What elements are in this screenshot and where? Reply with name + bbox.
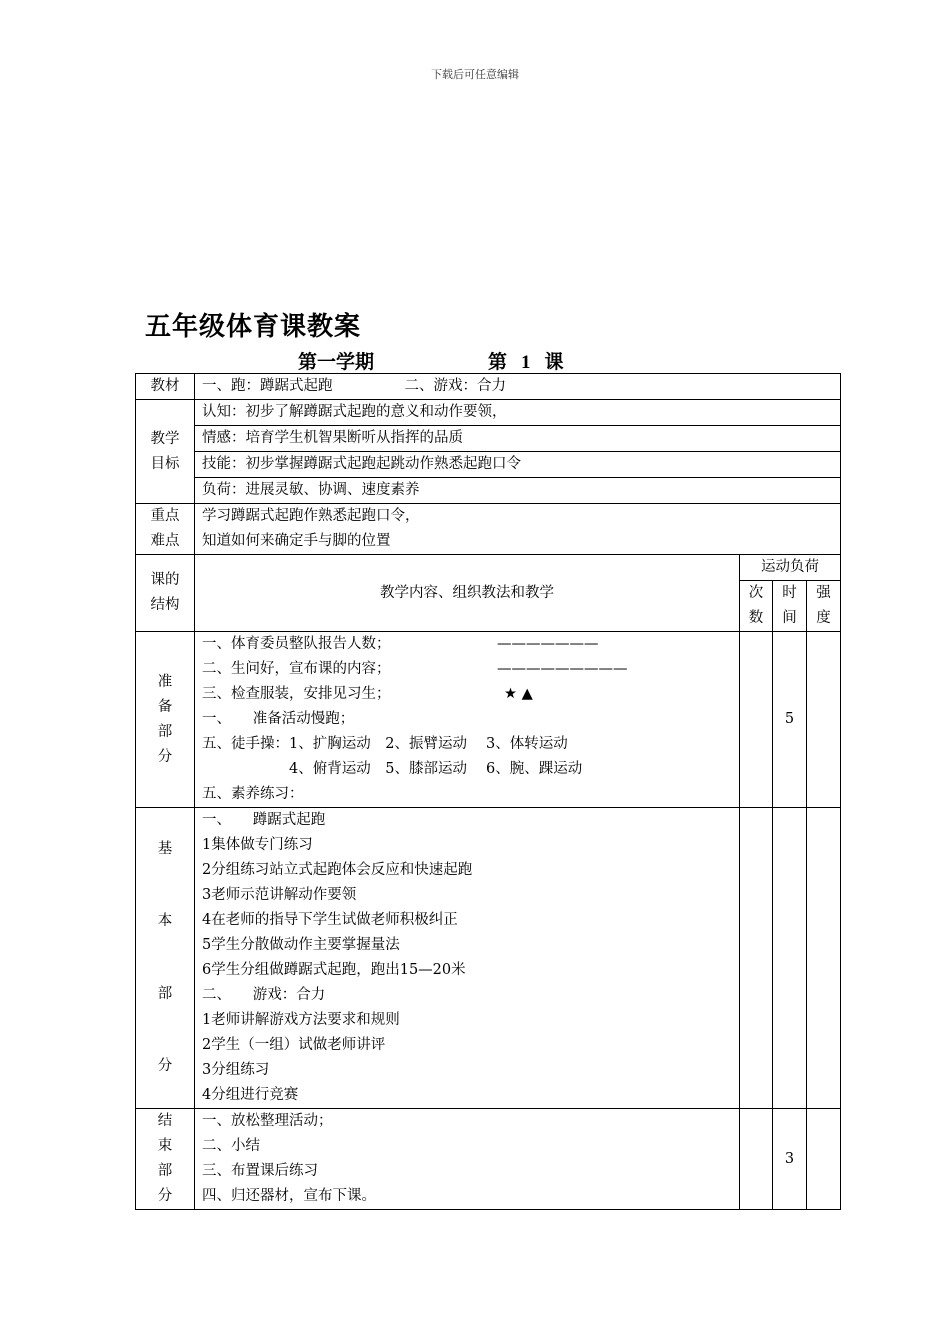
key-points-content xyxy=(195,504,841,555)
goals-label xyxy=(136,400,195,504)
count-header xyxy=(740,581,773,632)
list-item: 6学生分组做蹲踞式起跑，跑出15—20米 xyxy=(202,962,466,978)
goals-label-line-2: 目标 xyxy=(150,455,180,472)
ending-label-char: 结 xyxy=(157,1113,173,1129)
key-points-row xyxy=(136,504,841,555)
ending-row xyxy=(136,1109,841,1210)
basic-label-char: 分 xyxy=(157,1058,173,1075)
structure-label-line-1: 课的 xyxy=(150,572,180,588)
list-item: 一、放松整理活动； xyxy=(202,1113,333,1129)
basic-content xyxy=(195,808,740,1109)
list-item: 二、小结 xyxy=(202,1138,260,1154)
structure-header-row xyxy=(136,555,841,581)
formation-symbols: ★ ▲ xyxy=(504,686,533,702)
list-item: 4分组进行竞赛 xyxy=(202,1087,299,1103)
basic-row xyxy=(136,808,841,1109)
formation-line-1: ——————— xyxy=(497,636,599,652)
basic-intensity xyxy=(807,808,841,1109)
list-item xyxy=(202,657,732,682)
prep-content xyxy=(195,632,740,808)
prep-time: 5 xyxy=(773,632,807,808)
ending-label-char: 束 xyxy=(157,1138,173,1154)
ending-label-char: 分 xyxy=(157,1188,173,1204)
content-header: 教学内容、组织教法和教学 xyxy=(195,555,740,632)
prep-label xyxy=(136,632,195,808)
key-points-label xyxy=(136,504,195,555)
prep-count xyxy=(740,632,773,808)
prep-label-char: 备 xyxy=(157,698,173,715)
page-title: 五年级体育课教案 xyxy=(145,312,362,342)
lesson-number: 1 xyxy=(521,352,531,373)
ending-label-char: 部 xyxy=(157,1163,173,1179)
intensity-header xyxy=(807,581,841,632)
lesson-plan-table xyxy=(135,373,841,1210)
basic-label-char: 本 xyxy=(157,913,173,930)
list-item: 四、归还器材，宣布下课。 xyxy=(202,1188,376,1204)
goal-emotion: 情感：培育学生机智果断听从指挥的品质 xyxy=(195,426,841,452)
count-header-line-2: 数 xyxy=(748,610,764,626)
basic-label-char: 部 xyxy=(157,985,173,1002)
list-item: 4、俯背运动 5、膝部运动 6、腕、踝运动 xyxy=(202,761,583,777)
structure-label-line-2: 结构 xyxy=(150,597,180,613)
lesson-suffix: 课 xyxy=(544,351,564,373)
prep-label-char: 准 xyxy=(157,673,173,690)
goal-skill: 技能：初步掌握蹲踞式起跑起跳动作熟悉起跑口令 xyxy=(195,452,841,478)
list-item: 3分组练习 xyxy=(202,1062,270,1078)
subtitle xyxy=(298,347,564,374)
materials-row xyxy=(136,374,841,400)
basic-count xyxy=(740,808,773,1109)
key-point-line-1: 学习蹲踞式起跑作熟悉起跑口令， xyxy=(202,508,420,524)
key-points-label-line-2: 难点 xyxy=(150,533,180,549)
formation-line-2: ————————— xyxy=(497,661,628,677)
prep-label-char: 分 xyxy=(157,748,173,765)
list-item: 一、 准备活动慢跑； xyxy=(202,711,355,727)
intensity-header-line-1: 强 xyxy=(816,585,831,601)
goal-load: 负荷：进展灵敏、协调、速度素养 xyxy=(195,478,841,504)
list-item: 三、布置课后练习 xyxy=(202,1163,318,1179)
intensity-header-line-2: 度 xyxy=(816,610,831,626)
list-item: 2学生（一组）试做老师讲评 xyxy=(202,1037,386,1053)
list-item: 4在老师的指导下学生试做老师积极纠正 xyxy=(202,912,458,928)
list-item xyxy=(202,682,732,707)
ending-count xyxy=(740,1109,773,1210)
time-header-line-2: 间 xyxy=(782,610,797,626)
list-item: 5学生分散做动作主要掌握量法 xyxy=(202,937,400,953)
goal-cognition: 认知：初步了解蹲踞式起跑的意义和动作要领， xyxy=(195,400,841,426)
prep-line-2: 二、生问好，宣布课的内容； xyxy=(202,661,391,677)
time-header xyxy=(773,581,807,632)
prep-label-char: 部 xyxy=(157,723,173,740)
list-item: 一、 蹲踞式起跑 xyxy=(202,812,326,828)
list-item: 3老师示范讲解动作要领 xyxy=(202,887,357,903)
list-item: 五、徒手操：1、扩胸运动 2、振臂运动 3、体转运动 xyxy=(202,736,568,752)
list-item: 1集体做专门练习 xyxy=(202,837,313,853)
goals-label-line-1: 教学 xyxy=(150,430,180,447)
basic-label-char: 基 xyxy=(157,840,173,857)
goals-row xyxy=(136,400,841,426)
list-item: 五、素养练习： xyxy=(202,786,304,802)
materials-label: 教材 xyxy=(136,374,195,400)
ending-content xyxy=(195,1109,740,1210)
key-point-line-2: 知道如何来确定手与脚的位置 xyxy=(202,533,391,549)
list-item: 1老师讲解游戏方法要求和规则 xyxy=(202,1012,400,1028)
ending-time: 3 xyxy=(773,1109,807,1210)
prep-line-3: 三、检查服装，安排见习生； xyxy=(202,686,391,702)
structure-label xyxy=(136,555,195,632)
basic-label xyxy=(136,808,195,1109)
list-item: 2分组练习站立式起跑体会反应和快速起跑 xyxy=(202,862,473,878)
key-points-label-line-1: 重点 xyxy=(150,508,180,524)
materials-content xyxy=(195,374,841,400)
list-item: 二、 游戏：合力 xyxy=(202,987,326,1003)
lesson-prefix: 第 xyxy=(488,351,508,373)
basic-time xyxy=(773,808,807,1109)
time-header-line-1: 时 xyxy=(782,585,797,601)
prep-intensity xyxy=(807,632,841,808)
ending-label xyxy=(136,1109,195,1210)
count-header-line-1: 次 xyxy=(748,585,764,601)
materials-item-2: 二、游戏：合力 xyxy=(404,378,506,394)
materials-item-1: 一、跑：蹲踞式起跑 xyxy=(202,378,333,394)
ending-intensity xyxy=(807,1109,841,1210)
term-label: 第一学期 xyxy=(298,351,375,373)
prep-line-1: 一、体育委员整队报告人数； xyxy=(202,636,391,652)
list-item xyxy=(202,632,732,657)
prep-row xyxy=(136,632,841,808)
load-header: 运动负荷 xyxy=(740,555,841,581)
header-note: 下载后可任意编辑 xyxy=(431,68,519,81)
